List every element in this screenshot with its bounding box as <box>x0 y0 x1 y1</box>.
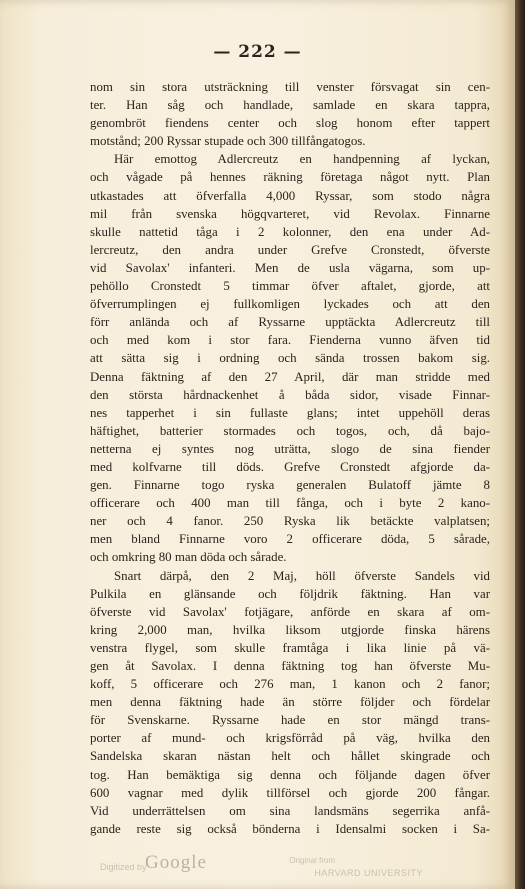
text-line: utkastades att öfverfalla 4,000 Ryssar, som stodo några <box>90 188 490 203</box>
text-line: mil från svenska högqvarteret, vid Revolax. Finnarne <box>90 206 490 221</box>
text-line: för Svenskarne. Ryssarne hade en stor mängd trans- <box>90 713 490 728</box>
text-line: Denna fäktning af den 27 April, där man stridde med <box>90 369 490 384</box>
text-line: vid Savolax' infanteri. Men de usla vägarna, som up- <box>90 260 490 275</box>
text-line: nom sin stora utsträckning till venster försvagat sin cen- <box>90 80 490 94</box>
text-line: och omkring 80 man döda och sårade. <box>90 550 287 565</box>
text-line: gen åt Savolax. I denna fäktning tog han öfverste Mu- <box>90 659 490 673</box>
text-line: Pulkila en glänsande och följdrik fäktning. Han var <box>90 586 490 601</box>
text-line: Snart därpå, den 2 Maj, höll öfverste Sandels vid <box>114 568 490 583</box>
text-line: tog. Han bemäktiga sig denna och följande dagen öfver <box>90 767 490 782</box>
body-text <box>90 78 490 838</box>
text-line: netterna ej syntes nog uträtta, slogo de sina fiender <box>90 441 490 456</box>
text-line: ner och 4 fanor. 250 Ryska lik betäckte valplatsen; <box>90 514 490 529</box>
text-line: att sätta sig i ordning och sända trossen bakom sig. <box>90 351 490 366</box>
book-spine-edge <box>515 0 525 889</box>
text-line: men denna fäktning hade än större följder och fördelar <box>90 695 490 710</box>
text-line: lercreutz, den andra under Grefve Cronstedt, öfverste <box>90 242 490 257</box>
text-line: gen. Finnarne togo ryska generalen Bulatoff jämte 8 <box>90 478 490 493</box>
text-line: med kolfvarne till döds. Grefve Cronstedt afgjorde da- <box>90 459 490 474</box>
text-line: gande reste sig också bönderna i Idensalmi socken i Sa- <box>90 821 490 836</box>
text-line: den största hårdnackenhet å båda sidor, visade Finnar- <box>90 387 490 402</box>
digitization-footer <box>0 852 515 882</box>
text-line: Vid underrättelsen om sina landsmäns segerrika anfå- <box>90 803 490 818</box>
text-line: häftighet, batterier stormades och togos, och, då bajo- <box>90 423 490 438</box>
text-line: koff, 5 officerare och 276 man, 1 kanon och 2 fanor; <box>90 677 490 692</box>
text-line: genombröt fiendens center och slog honom efter tappert <box>90 116 490 131</box>
text-line: motstånd; 200 Ryssar stupade och 300 tillfångatogos. <box>90 134 366 149</box>
digitized-by-label: Digitized by <box>100 862 147 872</box>
text-line: öfverrumplingen ej fullkomligen lyckades och att den <box>90 297 490 312</box>
page-number: — 222 — <box>213 42 302 62</box>
text-line: öfverste vid Savolax' fotjägare, anförde en skara af om- <box>90 604 490 619</box>
text-line: förr anlända och af Ryssarne upptäckta Adlercreutz till <box>90 315 490 330</box>
text-line: porter af mund- och krigsförråd på väg, hvilka den <box>90 731 490 746</box>
text-line: officerare och 400 man till fånga, och i byte 2 kano- <box>90 496 490 511</box>
text-line: och med kom i stor fara. Fienderna vunno äfven tid <box>90 333 490 348</box>
text-line: och vågade på hennes räkning företaga något nytt. Plan <box>90 170 490 185</box>
google-logo: Google <box>145 852 207 873</box>
text-line: Här emottog Adlercreutz en handpenning af lyckan, <box>114 152 490 167</box>
text-line: pehöllo Cronstedt 5 timmar öfver aftalet, gjorde, att <box>90 279 490 294</box>
text-line: 600 vagnar med dylik tillförsel och gjorde 200 fångar. <box>90 785 490 800</box>
text-line: nes tapperhet i sin fullaste glans; intet uppehöll deras <box>90 405 490 420</box>
text-line: ter. Han såg och handlade, samlade en skara tappra, <box>90 98 490 113</box>
original-from-label: Original from <box>289 856 335 865</box>
text-line: Sandelska skaran nästan helt och hållet skingrade och <box>90 749 490 764</box>
harvard-university-label: HARVARD UNIVERSITY <box>314 868 423 878</box>
text-line: skulle nattetid tåga i 2 kolonner, den ena under Ad- <box>90 224 490 239</box>
text-line: kring 2,000 man, hvilka liksom utgjorde finska härens <box>90 622 490 637</box>
text-line: venstra flygel, som skulle framtåga i lika linie på vä- <box>90 640 490 655</box>
text-line: men bland Finnarne voro 2 officerare döda, 5 sårade, <box>90 532 490 547</box>
